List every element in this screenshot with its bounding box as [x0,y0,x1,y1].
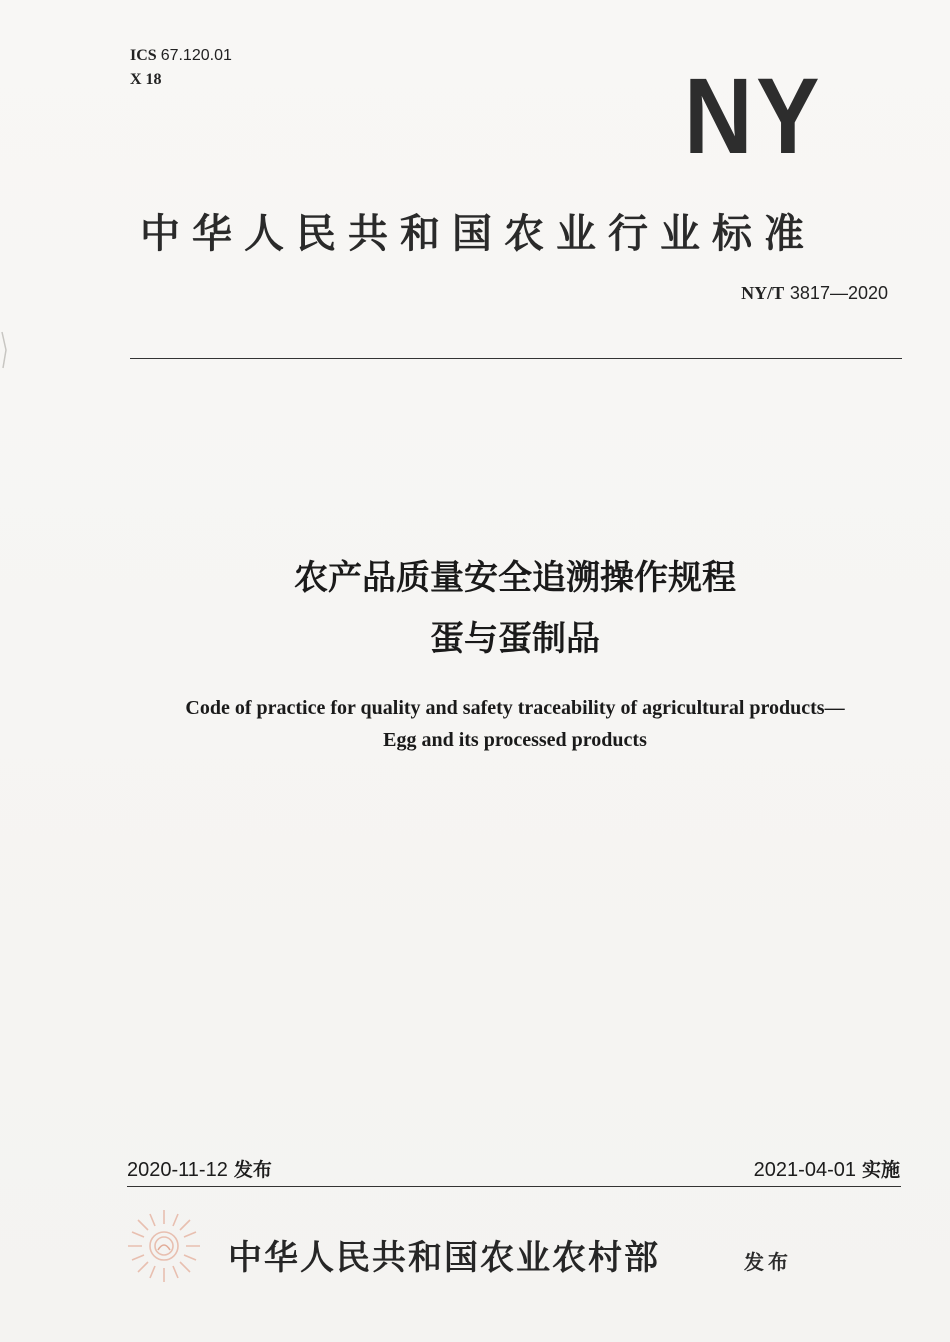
issue-date-block [127,1155,272,1182]
standard-type-title: 中华人民共和国农业行业标准 [140,211,816,257]
document-title-en-line2: Egg and its processed products [383,729,647,751]
page-edge-mark [0,330,10,370]
implement-date-block [754,1155,900,1182]
ics-line [130,44,232,68]
standard-number-code: 3817—2020 [789,283,888,303]
top-divider [130,358,902,359]
issuer-action: 发布 [744,1250,792,1274]
bottom-divider [127,1186,901,1187]
class-code: X 18 [130,71,162,88]
ics-label: ICS [130,47,157,64]
document-title-en-line1: Code of practice for quality and safety traceability of agricultural products— [185,697,845,719]
document-title-cn-line1: 农产品质量安全追溯操作规程 [294,558,736,598]
standard-number [741,283,888,304]
implement-word: 实施 [861,1159,900,1181]
standard-number-prefix: NY/T [741,283,785,303]
issue-word: 发布 [233,1159,272,1181]
classification-block [130,44,232,92]
ics-code: 67.120.01 [160,47,232,64]
issuer-name: 中华人民共和国农业农村部 [228,1238,660,1278]
ny-logo: NY [684,55,824,176]
document-title-cn-line2: 蛋与蛋制品 [430,619,600,659]
ministry-emblem-icon [124,1206,204,1286]
implement-date: 2021-04-01 [753,1159,856,1181]
issue-date: 2020-11-12 [127,1159,228,1181]
